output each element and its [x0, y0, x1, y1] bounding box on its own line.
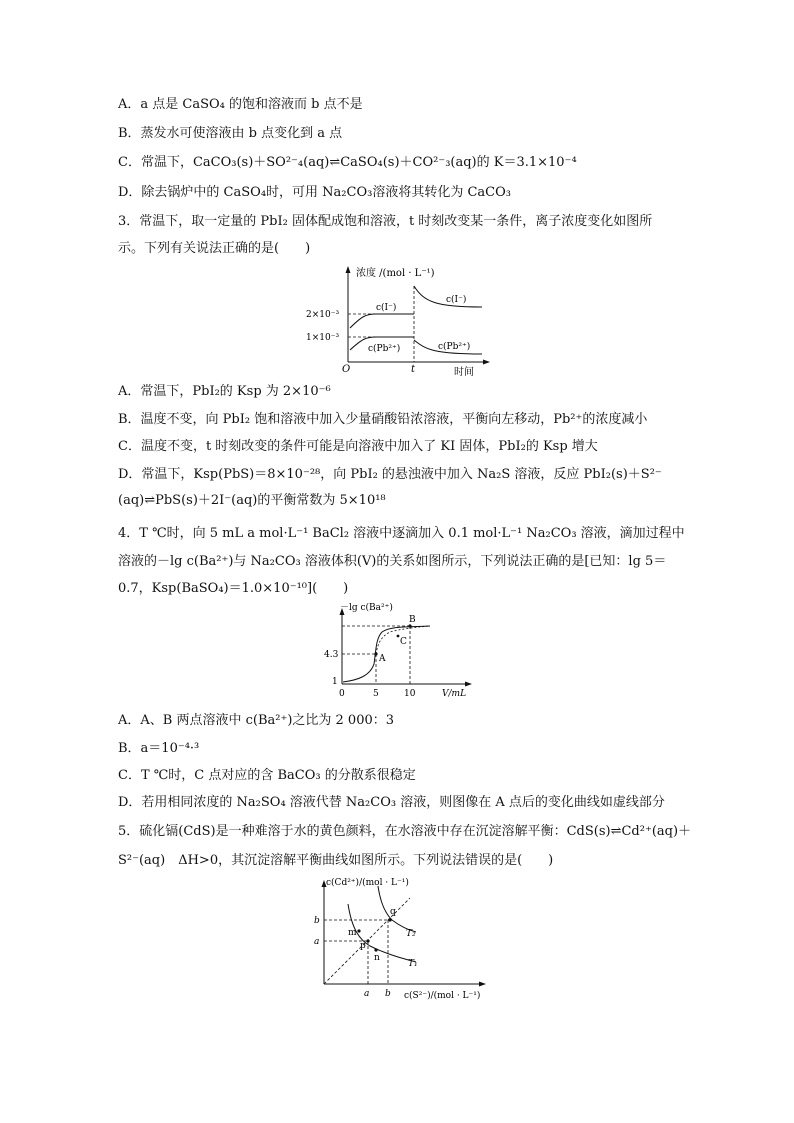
- q3-x-axis-label: 时间: [454, 367, 474, 378]
- q3-option-c: C．温度不变，t 时刻改变的条件可能是向溶液中加入了 KI 固体，PbI₂的 Ksp 增大: [118, 439, 598, 454]
- q4-stem-line3: 0.7，Ksp(BaSO₄)＝1.0×10⁻¹⁰]( ): [118, 581, 349, 596]
- q3-label-cpb-after: c(Pb²⁺): [438, 342, 471, 352]
- q3-stem-line1: 3．常温下，取一定量的 PbI₂ 固体配成饱和溶液，t 时刻改变某一条件，离子浓度变化如图所: [118, 214, 653, 229]
- q5-x-axis-label: c(S²⁻)/(mol · L⁻¹): [404, 991, 481, 1001]
- q4-tick-10: 10: [404, 689, 416, 699]
- q4-option-a: A．A、B 两点溶液中 c(Ba²⁺)之比为 2 000：3: [118, 713, 395, 728]
- q4-option-c: C．T ℃时，C 点对应的含 BaCO₃ 的分散系很稳定: [118, 768, 416, 783]
- q4-x-axis-arrow: [465, 682, 472, 687]
- q4-tick-1: 1: [332, 677, 338, 687]
- q3-label-ci: c(I⁻): [376, 303, 397, 313]
- q5-label-t1: T₁: [408, 959, 418, 969]
- q5-tick-a-x: a: [364, 989, 370, 999]
- q4-tick-43: 4.3: [324, 650, 339, 660]
- q5-point-p: [366, 939, 369, 942]
- q5-stem-line1: 5．硫化镉(CdS)是一种难溶于水的黄色颜料，在水溶液中存在沉淀溶解平衡：CdS(s)⇌Cd²⁺(aq)＋: [118, 824, 692, 839]
- q5-x-axis-arrow: [479, 982, 486, 987]
- q4-tick-5: 5: [373, 689, 379, 699]
- q3-origin-label: O: [342, 364, 351, 375]
- q5-label-n: n: [374, 953, 380, 963]
- q5-curve-t2: [378, 886, 416, 932]
- q2-option-c: C．常温下，CaCO₃(s)＋SO²⁻₄(aq)⇌CaSO₄(s)＋CO²⁻₃(aq)的 K＝3.1×10⁻⁴: [118, 155, 577, 170]
- q4-tick-0: 0: [339, 689, 345, 699]
- q3-label-cpb: c(Pb²⁺): [368, 344, 401, 354]
- q4-point-a: [374, 652, 377, 655]
- q4-option-b: B．a＝10⁻⁴·³: [118, 741, 200, 756]
- q5-label-q: q: [390, 907, 396, 917]
- q5-label-t2: T₂: [406, 929, 416, 939]
- q3-tick-2e3: 2×10⁻³: [306, 310, 340, 320]
- q4-stem-line1: 4．T ℃时，向 5 mL a mol·L⁻¹ BaCl₂ 溶液中逐滴加入 0.1 mol·L⁻¹ Na₂CO₃ 溶液，滴加过程中: [118, 526, 685, 541]
- q3-label-ci-after: c(I⁻): [446, 295, 467, 305]
- q3-tick-1e3: 1×10⁻³: [306, 333, 340, 343]
- q3-x-axis-arrow: [483, 360, 490, 365]
- q5-tick-b-x: b: [385, 989, 391, 999]
- q3-y-axis-label: 浓度 /(mol · L⁻¹): [356, 268, 435, 279]
- q3-stem-line2: 示。下列有关说法正确的是( ): [118, 241, 311, 256]
- q5-tick-b-y: b: [314, 916, 320, 926]
- q4-x-axis-label: V/mL: [442, 689, 467, 699]
- q2-option-b: B．蒸发水可使溶液由 b 点变化到 a 点: [118, 126, 343, 141]
- q3-curve-i: [350, 314, 414, 328]
- q5-y-axis-label: c(Cd²⁺)/(mol · L⁻¹): [326, 878, 409, 888]
- q4-stem-line2: 溶液的－lg c(Ba²⁺)与 Na₂CO₃ 溶液体积(V)的关系如图所示，下列说法正确的是[已知：lg 5＝: [118, 554, 667, 569]
- q3-option-d-line2: (aq)⇌PbS(s)＋2I⁻(aq)的平衡常数为 5×10¹⁸: [118, 493, 386, 508]
- q4-option-d: D．若用相同浓度的 Na₂SO₄ 溶液代替 Na₂CO₃ 溶液，则图像在 A 点后的变化曲线如虚线部分: [118, 795, 665, 810]
- q4-label-b: B: [409, 615, 416, 625]
- q4-y-axis-label: －lg c(Ba²⁺): [340, 603, 393, 613]
- q3-option-a: A．常温下，PbI₂的 Ksp 为 2×10⁻⁶: [118, 384, 331, 399]
- q3-t-label: t: [411, 364, 416, 375]
- q5-point-n: [374, 948, 377, 951]
- q5-point-q: [388, 918, 391, 921]
- q4-titration-chart: [318, 600, 478, 702]
- q4-point-c: [397, 635, 400, 638]
- q3-concentration-chart: [306, 262, 496, 378]
- q5-solubility-chart: [306, 874, 492, 1002]
- q3-option-b: B．温度不变，向 PbI₂ 饱和溶液中加入少量硝酸铅浓溶液，平衡向左移动，Pb²⁺的浓度减小: [118, 412, 648, 427]
- q3-option-d-line1: D．常温下，Ksp(PbS)＝8×10⁻²⁸，向 PbI₂ 的悬浊液中加入 Na₂S 溶液，反应 PbI₂(s)＋S²⁻: [118, 467, 662, 482]
- q5-point-m: [357, 929, 360, 932]
- q4-label-c: C: [400, 637, 407, 647]
- q4-curve-solid: [343, 626, 430, 682]
- q5-label-p: p: [360, 941, 366, 951]
- q5-label-m: m: [348, 928, 357, 938]
- q5-stem-line2: S²⁻(aq) ΔH>0，其沉淀溶解平衡曲线如图所示。下列说法错误的是( ): [118, 853, 554, 868]
- q3-y-axis-arrow: [346, 266, 351, 273]
- q2-option-a: A．a 点是 CaSO₄ 的饱和溶液而 b 点不是: [118, 97, 363, 112]
- q2-option-d: D．除去锅炉中的 CaSO₄时，可用 Na₂CO₃溶液将其转化为 CaCO₃: [118, 185, 511, 200]
- q4-label-a: A: [379, 654, 386, 664]
- q5-tick-a-y: a: [314, 937, 320, 947]
